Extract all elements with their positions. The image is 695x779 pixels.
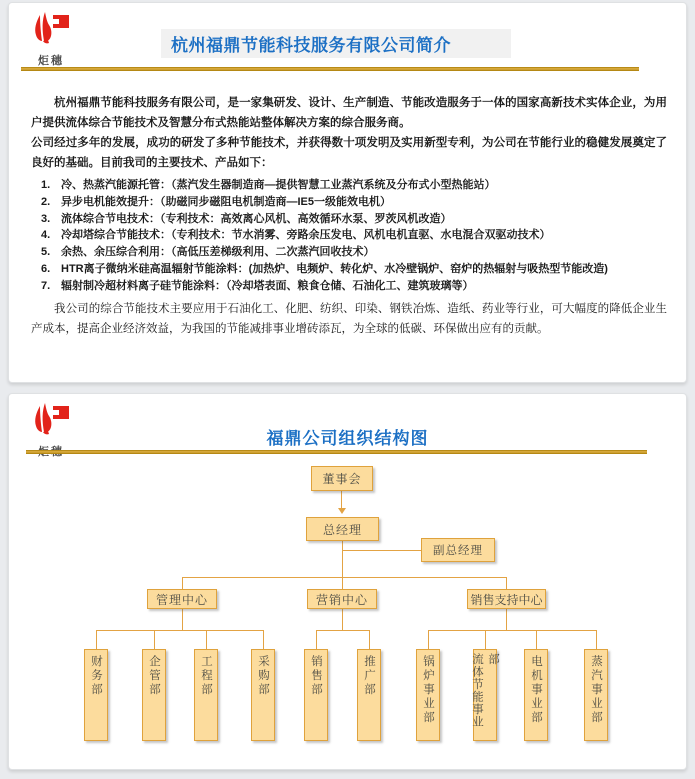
list-item: 3. 流体综合节电技术：（专利技术：高效离心风机、高效循环水泵、罗茨风机改造） [41, 212, 452, 225]
org-connector-line [182, 577, 183, 589]
org-connector-line [428, 630, 597, 631]
list-item: 2. 异步电机能效提升：（助磁同步磁阻电机制造商—IE5一级能效电机） [41, 195, 392, 208]
org-node-marketing-center: 营销中心 [307, 589, 377, 609]
org-node-deputy-manager: 副总经理 [421, 538, 495, 562]
org-connector-line [341, 491, 342, 509]
intro-page-title: 杭州福鼎节能科技服务有限公司简介 [171, 36, 451, 55]
org-connector-line [485, 630, 486, 649]
org-connector-line [342, 550, 422, 551]
technology-list [39, 177, 667, 295]
list-item: 7. 辐射制冷超材料离子硅节能涂料：（冷却塔表面、粮食仓储、石油化工、建筑玻璃等） [41, 279, 474, 292]
intro-panel [8, 2, 687, 383]
company-logo [27, 12, 75, 68]
org-node-fluid-energy-division: 流体节能事业部 [473, 649, 497, 741]
org-connector-line [154, 630, 155, 649]
org-connector-line [596, 630, 597, 649]
org-node-steam-division: 蒸汽事业部 [584, 649, 608, 741]
intro-paragraph-2: 公司经过多年的发展，成功的研发了多种节能技术，并获得数十项发明及实用新型专利，为公司在节能行业的稳健发展奠定了良好的基础。目前我司的主要技术、产品如下： [31, 137, 667, 169]
org-connector-line [506, 577, 507, 589]
list-item: 1. 冷、热蒸汽能源托管：（蒸汽发生器制造商—提供智慧工业蒸汽系统及分布式小型热能站） [41, 179, 496, 191]
list-item: 4. 冷却塔综合节能技术：（专利技术：节水消雾、旁路余压发电、风机电机直驱、水电混合双驱动技术） [41, 229, 551, 242]
orgchart-panel [8, 393, 687, 770]
org-node-sales-dept: 销售部 [304, 649, 328, 741]
org-node-motor-division: 电机事业部 [524, 649, 548, 741]
org-node-board: 董事会 [311, 466, 373, 491]
arrow-down-icon [338, 508, 346, 514]
org-connector-line [96, 630, 97, 649]
org-connector-line [263, 630, 264, 649]
org-connector-line [206, 630, 207, 649]
org-node-procurement-dept: 采购部 [251, 649, 275, 741]
intro-title-band [161, 29, 511, 58]
org-node-finance-dept: 财务部 [84, 649, 108, 741]
org-node-management-center: 管理中心 [147, 589, 217, 609]
org-chart [9, 394, 688, 771]
gold-divider [21, 67, 639, 71]
flame-logo-icon [30, 12, 72, 46]
intro-closing-paragraph: 我公司的综合节能技术主要应用于石油化工、化肥、纺织、印染、钢铁冶炼、造纸、药业等行业，可大幅度的降低企业生产成本，提高企业经济效益，为我国的节能减排事业增砖添瓦，为全球的低碳、环保做出应有的贡献。 [31, 302, 667, 335]
list-item: 6. HTR离子微纳米硅高温辐射节能涂料：(加热炉、电频炉、转化炉、水冷壁锅炉、窑炉的热辐射与吸热型节能改造) [41, 262, 608, 275]
logo-brand-text: 炬穗 [38, 55, 64, 67]
org-connector-line [342, 609, 343, 630]
org-connector-line [96, 630, 264, 631]
org-connector-line [369, 630, 370, 649]
org-connector-line [506, 609, 507, 630]
org-connector-line [536, 630, 537, 649]
org-node-general-manager: 总经理 [306, 517, 379, 541]
org-node-boiler-division: 锅炉事业部 [416, 649, 440, 741]
intro-body [31, 93, 667, 339]
list-item: 5. 余热、余压综合利用：（高低压差梯级利用、二次蒸汽回收技术） [41, 246, 375, 259]
orgchart-page-title: 福鼎公司组织结构图 [266, 429, 429, 448]
org-connector-line [182, 609, 183, 630]
org-node-promotion-dept: 推广部 [357, 649, 381, 741]
intro-paragraph-1: 杭州福鼎节能科技服务有限公司，是一家集研发、设计、生产制造、节能改造服务于一体的国家高新技术实体企业，为用户提供流体综合节能技术及智慧分布式热能站整体解决方案的综合服务商。 [31, 97, 667, 129]
org-connector-line [428, 630, 429, 649]
org-node-enterprise-dept: 企管部 [142, 649, 166, 741]
org-node-engineering-dept: 工程部 [194, 649, 218, 741]
org-connector-line [342, 541, 343, 589]
org-connector-line [316, 630, 370, 631]
org-connector-line [182, 577, 507, 578]
org-connector-line [316, 630, 317, 649]
org-node-sales-support-center: 销售支持中心 [467, 589, 546, 609]
